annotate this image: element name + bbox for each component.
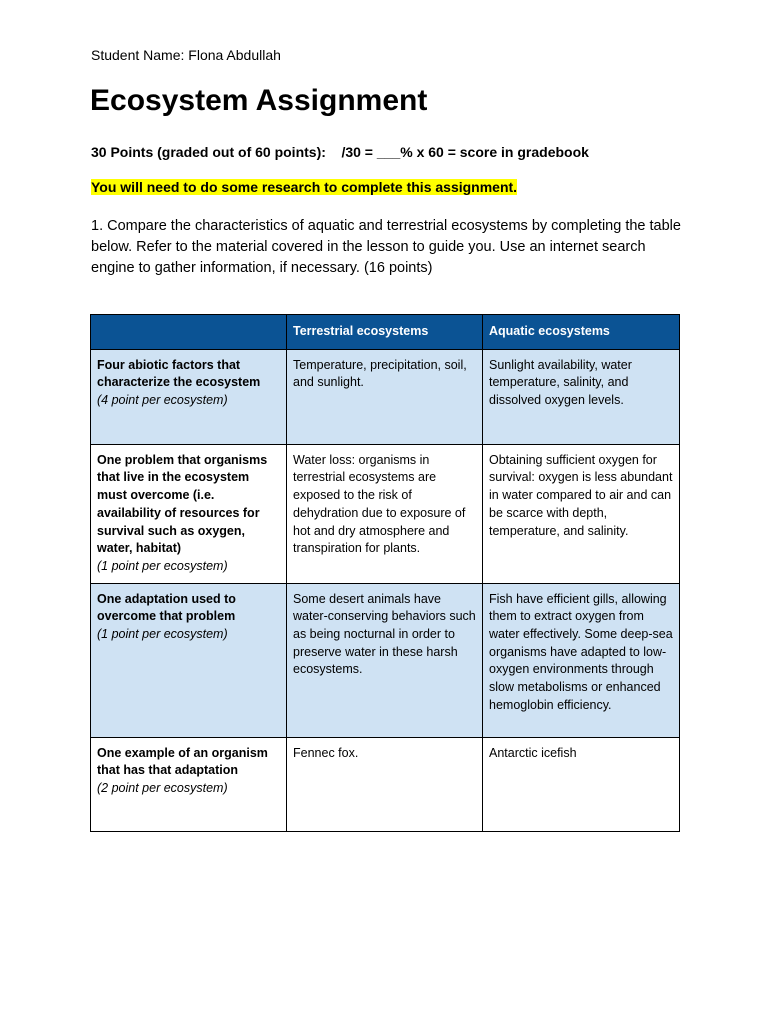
research-note-highlight: You will need to do some research to complete this assignment. — [91, 179, 518, 195]
row-label: One problem that organisms that live in the ecosystem must overcome (i.e. availability of resources for survival such as oxygen, water, habitat) — [97, 452, 268, 556]
aquatic-cell: Obtaining sufficient oxygen for survival: oxygen is less abundant in water compared to air and can be scarce with depth, temperature, and salinity. — [483, 444, 680, 583]
table-row — [91, 349, 680, 444]
terrestrial-cell: Water loss: organisms in terrestrial ecosystems are exposed to the risk of dehydration due to exposure of hot and dry atmosphere and transpiration for plants. — [287, 444, 483, 583]
aquatic-cell: Antarctic icefish — [483, 737, 680, 831]
table-row — [91, 444, 680, 583]
header-cell-terrestrial: Terrestrial ecosystems — [287, 315, 483, 350]
row-point-note: (1 point per ecosystem) — [97, 627, 228, 642]
terrestrial-cell: Some desert animals have water-conserving behaviors such as being nocturnal in order to preserve water in these harsh ecosystems. — [287, 583, 483, 737]
terrestrial-cell: Temperature, precipitation, soil, and sunlight. — [287, 349, 483, 444]
row-label: One adaptation used to overcome that problem — [97, 591, 236, 624]
row-label-cell — [91, 737, 287, 831]
row-label-cell — [91, 349, 287, 444]
question-text: 1. Compare the characteristics of aquatic and terrestrial ecosystems by completing the table below. Refer to the material covered in the lesson to guide you. Use an internet search engine to gather information, if necessary. (16 points) — [91, 218, 681, 276]
row-point-note: (2 point per ecosystem) — [97, 781, 228, 796]
terrestrial-cell: Fennec fox. — [287, 737, 483, 831]
aquatic-cell: Fish have efficient gills, allowing them to extract oxygen from water effectively. Some deep-sea organisms have adapted to low-oxygen environments through slow metabolisms or enhanced hemoglobin efficiency. — [483, 583, 680, 737]
research-note — [91, 179, 517, 195]
table-header-row — [91, 315, 680, 350]
header-cell-empty — [91, 315, 287, 350]
aquatic-cell: Sunlight availability, water temperature, salinity, and dissolved oxygen levels. — [483, 349, 680, 444]
table-row — [91, 583, 680, 737]
row-label-cell — [91, 583, 287, 737]
row-point-note: (4 point per ecosystem) — [97, 393, 228, 408]
row-label: One example of an organism that has that adaptation — [97, 745, 268, 778]
student-name: Student Name: Flona Abdullah — [91, 47, 281, 63]
table-row — [91, 737, 680, 831]
ecosystem-table — [90, 314, 680, 832]
points-line: 30 Points (graded out of 60 points): /30 = ___% x 60 = score in gradebook — [91, 144, 589, 160]
row-label-cell — [91, 444, 287, 583]
row-point-note: (1 point per ecosystem) — [97, 558, 228, 573]
row-label: Four abiotic factors that characterize the ecosystem — [97, 357, 261, 390]
page-title: Ecosystem Assignment — [90, 84, 428, 117]
header-cell-aquatic: Aquatic ecosystems — [483, 315, 680, 350]
